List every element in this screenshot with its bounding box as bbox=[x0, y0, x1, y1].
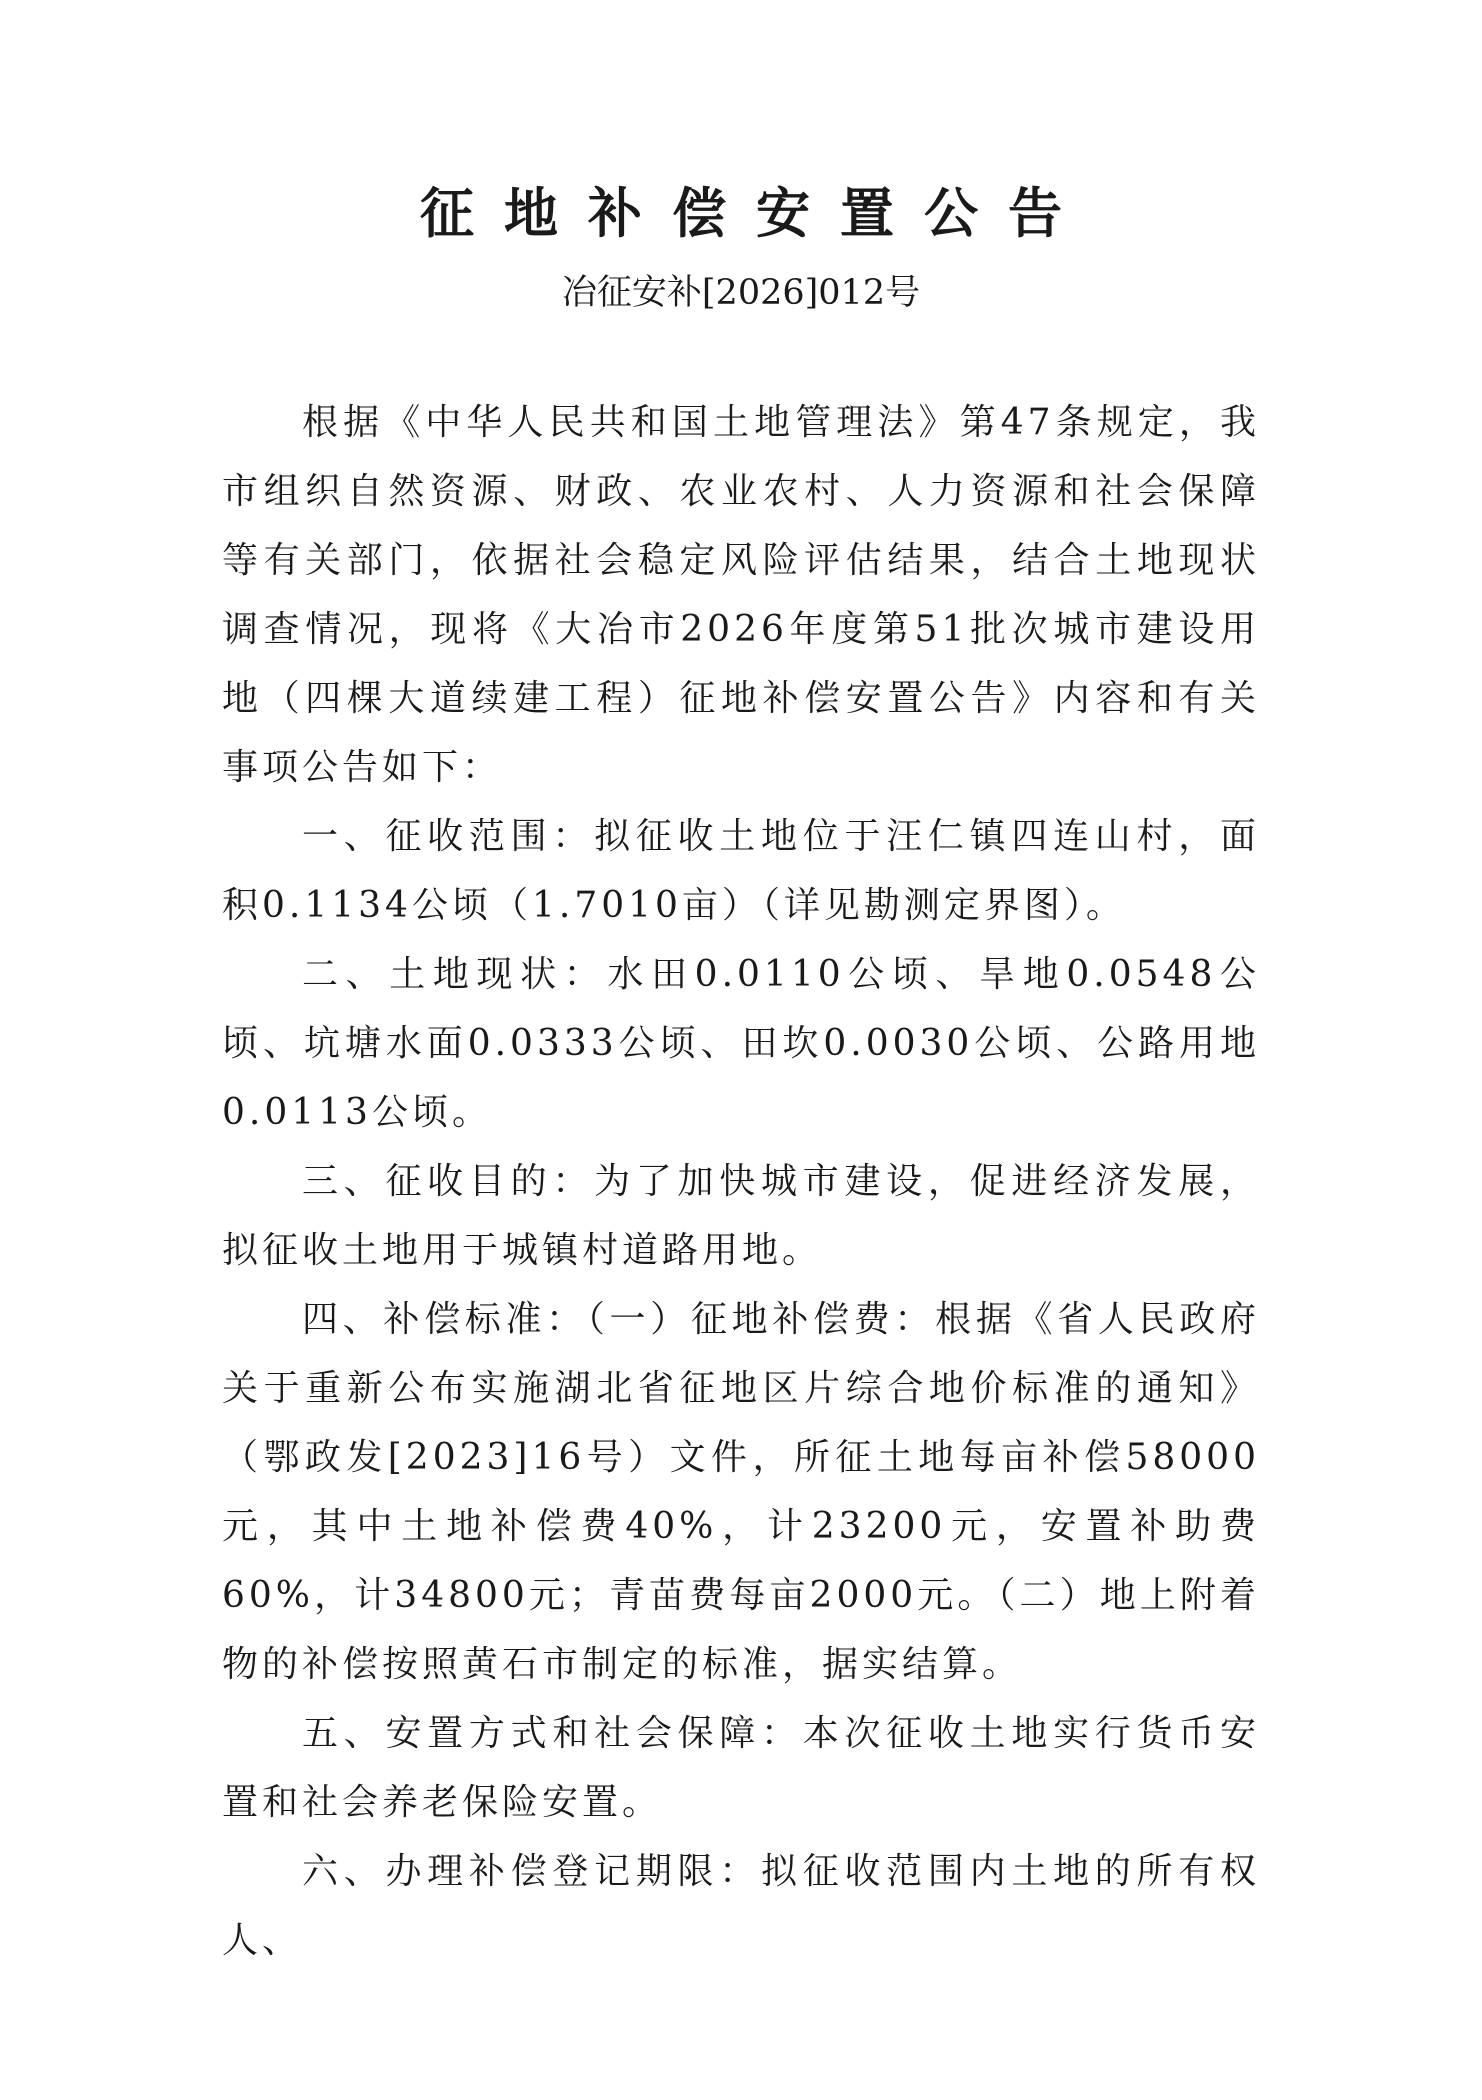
paragraph-compensation-standard: 四、补偿标准：（一）征地补偿费：根据《省人民政府关于重新公布实施湖北省征地区片综合地价标准的通知》（鄂政发[2023]16号）文件，所征土地每亩补偿58000元，其中土地补偿费40%，计23200元，安置补助费60%，计34800元；青苗费每亩2000元。（二）地上附着物的补偿按照黄石市制定的标准，据实结算。 bbox=[222, 1299, 1260, 1685]
paragraph-scope: 一、征收范围：拟征收土地位于汪仁镇四连山村，面积0.1134公顷（1.7010亩）（详见勘测定界图）。 bbox=[222, 816, 1260, 926]
paragraph-land-status: 二、土地现状：水田0.0110公顷、旱地0.0548公顷、坑塘水面0.0333公顷、田坎0.0030公顷、公路用地0.0113公顷。 bbox=[222, 954, 1260, 1133]
paragraph-intro: 根据《中华人民共和国土地管理法》第47条规定，我市组织自然资源、财政、农业农村、人力资源和社会保障等有关部门，依据社会稳定风险评估结果，结合土地现状调查情况，现将《大冶市2026年度第51批次城市建设用地（四棵大道续建工程）征地补偿安置公告》内容和有关事项公告如下： bbox=[222, 402, 1260, 788]
paragraph-purpose: 三、征收目的：为了加快城市建设，促进经济发展，拟征收土地用于城镇村道路用地。 bbox=[222, 1161, 1260, 1271]
document-title: 征地补偿安置公告 bbox=[420, 182, 1092, 245]
paragraph-resettlement: 五、安置方式和社会保障：本次征收土地实行货币安置和社会养老保险安置。 bbox=[222, 1713, 1260, 1823]
document-number: 冶征安补[2026]012号 bbox=[561, 273, 921, 313]
document-body bbox=[222, 388, 1260, 1975]
paragraph-registration-deadline: 六、办理补偿登记期限：拟征收范围内土地的所有权人、 bbox=[222, 1851, 1260, 1961]
